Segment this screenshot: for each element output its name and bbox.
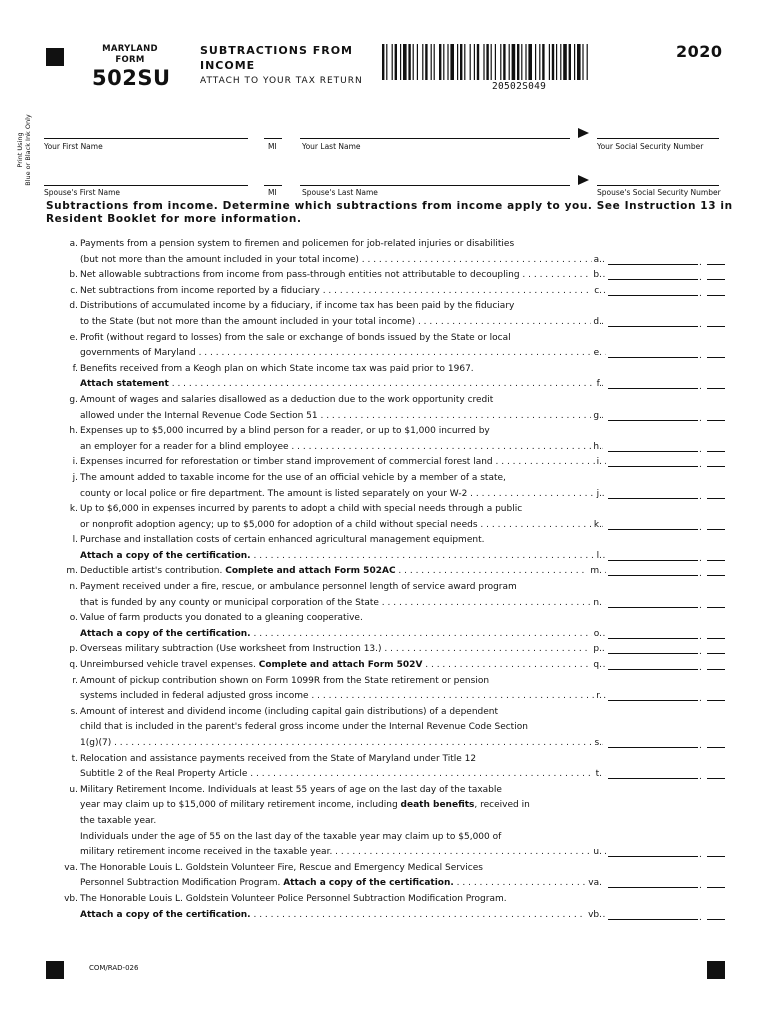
barcode-bar [512, 44, 516, 80]
amount-cents-field[interactable] [707, 700, 725, 701]
barcode-bar [560, 44, 561, 80]
line-emphasis: Complete and attach Form 502AC [225, 566, 396, 577]
line-text: the taxable year. [80, 815, 157, 826]
line-text: or nonprofit adoption agency; up to $5,000 for adoption of a child without special needs . . . [80, 518, 606, 534]
barcode-bar [477, 44, 479, 80]
barcode-bar [403, 44, 407, 80]
form-line [0, 315, 770, 331]
line-text: Attach a copy of the certification. . . . [80, 549, 606, 565]
line-text: Benefits received from a Keogh plan on which State income tax was paid prior to 1967. [80, 363, 474, 374]
line-text: Expenses incurred for reforestation or timber stand improvement of commercial forest land . . . [80, 455, 606, 471]
line-text: Attach a copy of the certification. . . . [80, 627, 606, 643]
decimal-point: . [699, 850, 702, 861]
amount-cents-field[interactable] [707, 887, 725, 888]
line-ref-letter: a. [592, 253, 602, 269]
line-text: 1(g)(7) . . . [80, 736, 606, 752]
barcode-bar [549, 44, 550, 80]
form-line [0, 798, 770, 814]
line-text: Attach a copy of the certification. . . . [80, 908, 606, 924]
line-letter: m. [66, 566, 78, 577]
line-text: allowed under the Internal Revenue Code Section 51 . . . [80, 409, 606, 425]
amount-cents-field[interactable] [707, 856, 725, 857]
barcode-bar [517, 44, 519, 80]
line-letter: u. [69, 784, 78, 795]
line-letter: f. [72, 363, 78, 374]
form-line [0, 502, 770, 518]
barcode-bar [422, 44, 423, 80]
amount-dollars-field[interactable] [608, 529, 698, 530]
spouse-mi-field[interactable] [264, 185, 282, 186]
amount-dollars-field[interactable] [608, 388, 698, 389]
arrow-icon [578, 128, 589, 138]
form-line [0, 908, 770, 924]
amount-cents-field[interactable] [707, 529, 725, 530]
amount-cents-field[interactable] [707, 451, 725, 452]
form-line [0, 861, 770, 877]
form-line [0, 814, 770, 830]
form-line [0, 424, 770, 440]
line-ref-letter: g. [591, 409, 602, 425]
line-letter: t. [71, 753, 78, 764]
barcode-bar [574, 44, 575, 80]
line-text: Value of farm products you donated to a gleaning cooperative. [80, 613, 363, 624]
line-text: Personnel Subtraction Modification Program. Attach a copy of the certification. . . . [80, 876, 606, 892]
form-line [0, 533, 770, 549]
barcode-bar [528, 44, 532, 80]
form-line [0, 767, 770, 783]
line-text: county or local police or fire department. The amount is listed separately on your W-2 . . . [80, 487, 606, 503]
state-name: MARYLAND [102, 44, 158, 54]
line-text: military retirement income received in the taxable year. . . . [80, 845, 606, 861]
line-letter: p. [69, 644, 78, 655]
line-ref-letter: u. [591, 845, 602, 861]
line-letter: a. [69, 239, 78, 249]
amount-dollars-field[interactable] [608, 700, 698, 701]
barcode-bar [417, 44, 418, 80]
decimal-point: . [699, 553, 702, 564]
barcode-bar [434, 44, 435, 80]
barcode-bar [470, 44, 471, 80]
decimal-point: . [699, 444, 702, 455]
ssn-field[interactable] [597, 138, 719, 139]
form-number: 502SU [92, 66, 171, 90]
line-ref-letter: s. [592, 736, 602, 752]
decimal-point: . [699, 288, 702, 299]
form-line [0, 611, 770, 627]
decimal-point: . [699, 631, 702, 642]
line-emphasis: Complete and attach Form 502V [258, 660, 423, 671]
amount-cents-field[interactable] [707, 326, 725, 327]
line-ref-letter: k. [592, 518, 602, 534]
spouse-last-name-label: Spouse's Last Name [302, 188, 378, 197]
line-text: (but not more than the amount included in your total income) . . . [80, 253, 606, 269]
decimal-point: . [699, 382, 702, 393]
form-line [0, 845, 770, 861]
decimal-point: . [699, 413, 702, 424]
subtraction-lines [0, 237, 770, 923]
decimal-point: . [699, 663, 702, 674]
form-line [0, 518, 770, 534]
line-text: Amount of pickup contribution shown on Form 1099R from the State retirement or pension [80, 675, 490, 686]
first-name-field[interactable] [44, 138, 248, 139]
form-state-label [98, 44, 162, 66]
form-line [0, 580, 770, 596]
form-line [0, 346, 770, 362]
line-letter: r. [72, 675, 78, 686]
line-text: Up to $6,000 in expenses incurred by parents to adopt a child with special needs through a public [80, 504, 523, 515]
line-ref-letter: o. [592, 627, 602, 643]
line-text: The amount added to taxable income for the use of an official vehicle by a member of a state, [80, 472, 506, 483]
line-text: Subtitle 2 of the Real Property Article . . . [80, 767, 606, 783]
barcode-bar [521, 44, 522, 80]
form-line [0, 830, 770, 846]
line-text: Overseas military subtraction (Use worksheet from Instruction 13.) . . . [80, 642, 606, 658]
line-text: Net subtractions from income reported by a fiduciary . . . [80, 284, 606, 300]
form-code: COM/RAD-026 [89, 964, 139, 972]
line-text: Attach statement . . . [80, 377, 606, 393]
spouse-last-name-field[interactable] [300, 185, 570, 186]
line-ref-letter: f. [595, 377, 602, 393]
form-line [0, 268, 770, 284]
amount-dollars-field[interactable] [608, 653, 698, 654]
amount-cents-field[interactable] [707, 778, 725, 779]
form-line [0, 377, 770, 393]
line-text: Purchase and installation costs of certain enhanced agricultural management equipment. [80, 535, 485, 546]
form-line [0, 720, 770, 736]
line-text: Amount of wages and salaries disallowed as a deduction due to the work opportunity credit [80, 394, 494, 405]
amount-dollars-field[interactable] [608, 264, 698, 265]
first-name-label: Your First Name [44, 142, 103, 151]
barcode-bar [431, 44, 432, 80]
line-letter: g. [69, 394, 78, 405]
barcode-bar [577, 44, 581, 80]
form-line [0, 299, 770, 315]
form-line [0, 689, 770, 705]
form-line [0, 362, 770, 378]
decimal-point: . [699, 694, 702, 705]
amount-dollars-field[interactable] [608, 856, 698, 857]
form-title: SUBTRACTIONS FROM INCOME [200, 44, 353, 72]
line-text: Net allowable subtractions from income from pass-through entities not attributable to decoupling . . . [80, 268, 606, 284]
form-line [0, 409, 770, 425]
form-line [0, 549, 770, 565]
arrow-icon [578, 175, 589, 185]
amount-dollars-field[interactable] [608, 669, 698, 670]
barcode-bar [425, 44, 427, 80]
barcode-bar [443, 44, 444, 80]
line-letter: c. [70, 285, 78, 296]
line-ref-letter: t. [594, 767, 602, 783]
amount-dollars-field[interactable] [608, 295, 698, 296]
line-text: Profit (without regard to losses) from the sale or exchange of bonds issued by the State or local [80, 332, 511, 343]
line-ref-letter: j. [595, 487, 602, 503]
line-ref-letter: e. [592, 346, 602, 362]
amount-cents-field[interactable] [707, 466, 725, 467]
form-line [0, 564, 770, 580]
barcode-bar [491, 44, 492, 80]
line-text: The Honorable Louis L. Goldstein Volunteer Fire, Rescue and Emergency Medical Services [80, 862, 483, 873]
line-letter: e. [69, 332, 78, 343]
barcode-bar [569, 44, 571, 80]
barcode-bar [552, 44, 554, 80]
barcode-bar [474, 44, 475, 80]
barcode-bar [509, 44, 510, 80]
form-line [0, 658, 770, 674]
line-ref-letter: vb. [586, 908, 602, 924]
line-letter: k. [69, 504, 78, 515]
barcode-bar [400, 44, 401, 80]
amount-dollars-field[interactable] [608, 451, 698, 452]
line-emphasis: Attach a copy of the certification. [283, 878, 454, 889]
barcode-bar [563, 44, 567, 80]
amount-cents-field[interactable] [707, 357, 725, 358]
amount-cents-field[interactable] [707, 919, 725, 920]
amount-cents-field[interactable] [707, 653, 725, 654]
registration-mark-bottom-left [46, 961, 64, 979]
amount-cents-field[interactable] [707, 295, 725, 296]
amount-dollars-field[interactable] [608, 357, 698, 358]
barcode-bar [495, 44, 496, 80]
barcode-bar [382, 44, 384, 80]
last-name-field[interactable] [300, 138, 570, 139]
barcode-number: 20502S049 [492, 81, 547, 92]
decimal-point: . [699, 460, 702, 471]
form-line [0, 284, 770, 300]
line-letter: h. [69, 426, 78, 437]
line-text: Amount of interest and dividend income (including capital gain distributions) of a dependent [80, 706, 499, 717]
line-emphasis: death benefits [400, 800, 475, 811]
form-line [0, 705, 770, 721]
amount-cents-field[interactable] [707, 498, 725, 499]
line-ref-letter: b. [591, 268, 602, 284]
form-line [0, 752, 770, 768]
form-word: FORM [115, 55, 145, 65]
line-text: Individuals under the age of 55 on the last day of the taxable year may claim up to $5,000 of [80, 831, 502, 842]
line-ref-letter: n. [591, 596, 602, 612]
barcode-bar [457, 44, 458, 80]
line-text-after: , received in [474, 800, 530, 811]
decimal-point: . [699, 912, 702, 923]
barcode-bar [587, 44, 588, 80]
barcode-bar [447, 44, 448, 80]
barcode-bar [460, 44, 462, 80]
amount-dollars-field[interactable] [608, 778, 698, 779]
decimal-point: . [699, 569, 702, 580]
amount-dollars-field[interactable] [608, 607, 698, 608]
section-instruction: Subtractions from income. Determine which subtractions from income apply to you. See Instruction 13 in Resident Booklet for more information. [46, 200, 733, 225]
barcode-bar [392, 44, 393, 80]
amount-cents-field[interactable] [707, 560, 725, 561]
decimal-point: . [699, 273, 702, 284]
line-text: Payment received under a fire, rescue, or ambulance personnel length of service award program [80, 582, 517, 593]
line-letter: va. [64, 862, 78, 873]
line-ref-letter: m. [588, 564, 602, 580]
amount-dollars-field[interactable] [608, 498, 698, 499]
decimal-point: . [699, 741, 702, 751]
line-ref-letter: r. [594, 689, 602, 705]
amount-dollars-field[interactable] [608, 638, 698, 639]
decimal-point: . [699, 319, 702, 330]
spouse-mi-label: MI [268, 188, 277, 197]
form-line [0, 892, 770, 908]
spouse-ssn-field[interactable] [597, 185, 719, 186]
line-letter: b. [69, 270, 78, 281]
line-text: Relocation and assistance payments received from the State of Maryland under Title 12 [80, 753, 477, 764]
amount-cents-field[interactable] [707, 388, 725, 389]
line-letter: n. [69, 582, 78, 593]
line-text: Payments from a pension system to firemen and policemen for job-related injuries or disabilities [80, 239, 515, 249]
line-ref-letter: p. [591, 642, 602, 658]
line-text: Expenses up to $5,000 incurred by a blind person for a reader, or up to $1,000 incurred by [80, 426, 490, 437]
form-line [0, 331, 770, 347]
decimal-point: . [699, 491, 702, 502]
barcode-bar [386, 44, 387, 80]
decimal-point: . [699, 522, 702, 533]
barcode-bar [500, 44, 501, 80]
decimal-point: . [699, 772, 702, 783]
amount-cents-field[interactable] [707, 638, 725, 639]
amount-dollars-field[interactable] [608, 326, 698, 327]
barcode-bar [450, 44, 454, 80]
spouse-first-name-field[interactable] [44, 185, 248, 186]
form-line [0, 393, 770, 409]
decimal-point: . [699, 647, 702, 658]
amount-dollars-field[interactable] [608, 560, 698, 561]
form-line [0, 596, 770, 612]
line-text: an employer for a reader for a blind employee . . . [80, 440, 606, 456]
line-ref-letter: h. [591, 440, 602, 456]
line-ref-letter: l. [595, 549, 602, 565]
line-ref-letter: i. [595, 455, 602, 471]
line-ref-letter: d. [591, 315, 602, 331]
line-letter: l. [72, 535, 78, 546]
barcode-bar [535, 44, 536, 80]
form-line [0, 487, 770, 503]
amount-dollars-field[interactable] [608, 747, 698, 748]
form-line [0, 471, 770, 487]
spouse-first-name-label: Spouse's First Name [44, 188, 121, 197]
amount-cents-field[interactable] [707, 747, 725, 748]
decimal-point: . [699, 257, 702, 268]
decimal-point: . [699, 600, 702, 611]
decimal-point: . [699, 351, 702, 362]
line-text: systems included in federal adjusted gross income . . . [80, 689, 606, 705]
line-text: Unreimbursed vehicle travel expenses. Complete and attach Form 502V . . . [80, 658, 606, 674]
mi-label: MI [268, 142, 277, 151]
form-line [0, 783, 770, 799]
barcode-bar [483, 44, 484, 80]
form-line [0, 876, 770, 892]
line-text: The Honorable Louis L. Goldstein Volunteer Police Personnel Subtraction Modification Program. [80, 893, 507, 904]
line-text: year may claim up to $15,000 of military retirement income, including death benefits, received in [80, 800, 530, 811]
line-text: Military Retirement Income. Individuals at least 55 years of age on the last day of the taxable [80, 784, 502, 795]
amount-dollars-field[interactable] [608, 887, 698, 888]
barcode-bar [542, 44, 544, 80]
form-line [0, 674, 770, 690]
amount-cents-field[interactable] [707, 420, 725, 421]
barcode-bar [395, 44, 397, 80]
registration-mark-top-left [46, 48, 64, 66]
barcode-bar [503, 44, 505, 80]
amount-cents-field[interactable] [707, 575, 725, 576]
barcode-bar [525, 44, 526, 80]
ssn-label: Your Social Security Number [597, 142, 704, 151]
form-line [0, 455, 770, 471]
form-line [0, 627, 770, 643]
line-letter: d. [69, 301, 78, 312]
barcode-bar [486, 44, 488, 80]
line-text: governments of Maryland . . . [80, 346, 606, 362]
form-line [0, 253, 770, 269]
barcode-bar [464, 44, 465, 80]
amount-cents-field[interactable] [707, 264, 725, 265]
line-text: Deductible artist's contribution. Complete and attach Form 502AC . . . [80, 564, 606, 580]
form-line [0, 642, 770, 658]
barcode-bar [408, 44, 410, 80]
line-text: child that is included in the parent's federal gross income under the Internal Revenue Code Section [80, 722, 528, 733]
line-ref-letter: va. [586, 876, 602, 892]
amount-cents-field[interactable] [707, 669, 725, 670]
amount-cents-field[interactable] [707, 279, 725, 280]
barcode-bar [413, 44, 414, 80]
amount-dollars-field[interactable] [608, 279, 698, 280]
decimal-point: . [699, 881, 702, 892]
line-letter: o. [69, 613, 78, 624]
ink-instruction: Print Using Blue or Black Ink Only [16, 114, 32, 186]
amount-dollars-field[interactable] [608, 466, 698, 467]
line-text: to the State (but not more than the amount included in your total income) . . . [80, 315, 606, 331]
line-letter: i. [72, 457, 78, 468]
amount-dollars-field[interactable] [608, 575, 698, 576]
form-line [0, 736, 770, 752]
line-letter: vb. [64, 893, 78, 904]
tax-year: 2020 [676, 42, 723, 61]
barcode-bar [439, 44, 441, 80]
line-letter: q. [69, 660, 78, 671]
last-name-label: Your Last Name [302, 142, 361, 151]
spouse-ssn-label: Spouse's Social Security Number [597, 188, 721, 197]
line-ref-letter: q. [591, 658, 602, 674]
registration-mark-bottom-right [707, 961, 725, 979]
barcode-bar [556, 44, 557, 80]
amount-dollars-field[interactable] [608, 420, 698, 421]
amount-dollars-field[interactable] [608, 919, 698, 920]
barcode-bar [539, 44, 540, 80]
barcode [382, 44, 654, 80]
line-text: that is funded by any county or municipal corporation of the State . . . [80, 596, 606, 612]
amount-cents-field[interactable] [707, 607, 725, 608]
line-letter: s. [70, 706, 78, 717]
barcode-bar [582, 44, 583, 80]
line-letter: j. [72, 472, 78, 483]
line-text: Distributions of accumulated income by a fiduciary, if income tax has been paid by the fiduciary [80, 301, 515, 312]
form-line [0, 440, 770, 456]
form-line [0, 237, 770, 253]
line-ref-letter: c. [592, 284, 602, 300]
form-subtitle: ATTACH TO YOUR TAX RETURN [200, 76, 363, 86]
mi-field[interactable] [264, 138, 282, 139]
